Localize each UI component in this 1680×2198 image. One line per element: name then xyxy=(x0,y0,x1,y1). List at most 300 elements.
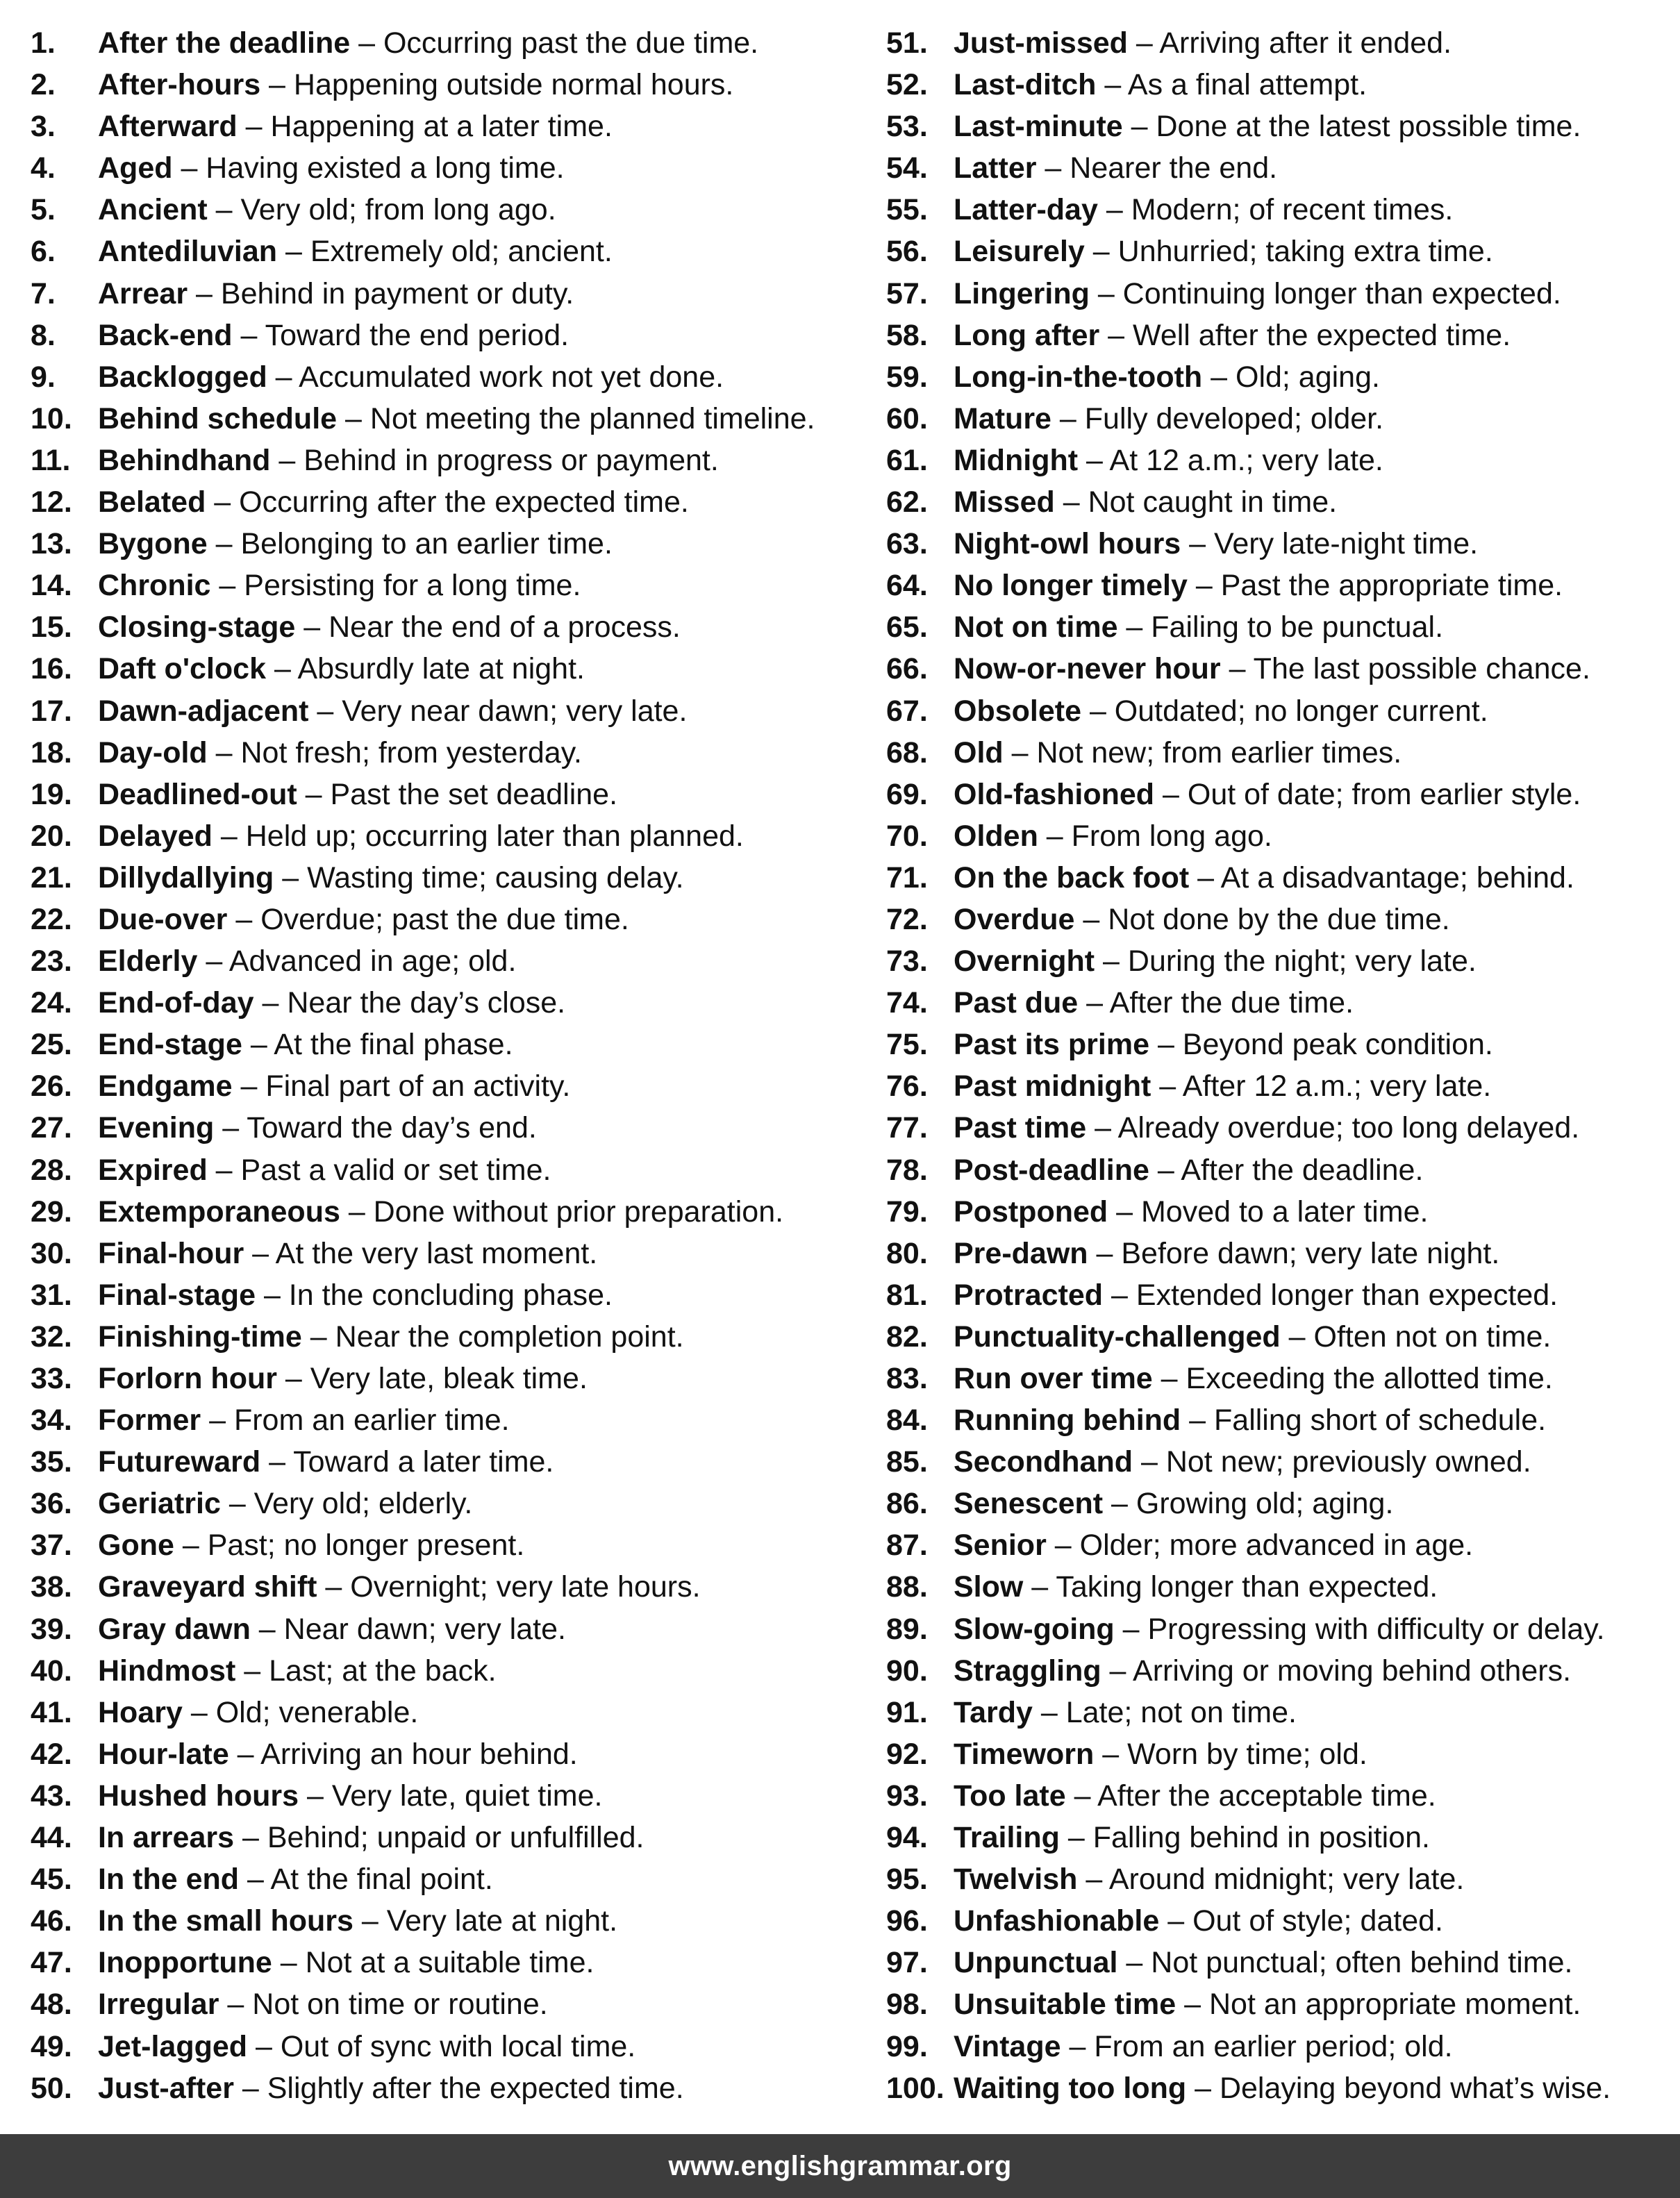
list-item xyxy=(31,1566,850,1608)
item-definition: – Accumulated work not yet done. xyxy=(267,360,724,394)
item-text xyxy=(954,606,1443,648)
item-term: Old xyxy=(954,735,1004,769)
list-item xyxy=(31,899,850,940)
item-definition: – Very late at night. xyxy=(353,1904,618,1938)
item-number: 26. xyxy=(31,1069,72,1104)
item-number: 100. xyxy=(886,2071,945,2105)
item-text xyxy=(954,1149,1423,1191)
item-number: 88. xyxy=(886,1570,928,1604)
item-term: Overdue xyxy=(954,902,1075,936)
item-definition: – Very late-night time. xyxy=(1181,527,1479,561)
item-text xyxy=(98,1358,588,1399)
item-number: 83. xyxy=(886,1362,928,1395)
item-number: 80. xyxy=(886,1236,928,1270)
list-item xyxy=(31,940,850,982)
item-definition: – Not an appropriate moment. xyxy=(1176,1988,1581,2022)
item-definition: – Occurring past the due time. xyxy=(350,26,759,60)
item-term: Not on time xyxy=(954,610,1118,644)
item-definition: – Not caught in time. xyxy=(1054,485,1338,519)
item-definition: – After the due time. xyxy=(1078,986,1354,1020)
item-number: 60. xyxy=(886,401,928,435)
list-item xyxy=(31,1983,850,2025)
item-text xyxy=(954,565,1563,606)
item-definition: – Taking longer than expected. xyxy=(1023,1570,1438,1604)
list-item xyxy=(886,732,1671,774)
item-definition: – After the deadline. xyxy=(1149,1153,1424,1187)
item-number: 82. xyxy=(886,1319,928,1354)
item-number: 76. xyxy=(886,1069,928,1104)
item-number: 86. xyxy=(886,1487,928,1521)
item-term: Long after xyxy=(954,318,1100,352)
item-term: Run over time xyxy=(954,1362,1153,1395)
item-text xyxy=(98,1483,472,1524)
list-item xyxy=(31,523,850,565)
item-text xyxy=(98,1900,617,1942)
item-term: No longer timely xyxy=(954,569,1188,603)
item-number: 61. xyxy=(886,443,928,477)
item-number: 64. xyxy=(886,569,928,603)
item-text xyxy=(954,1858,1464,1900)
item-term: Behindhand xyxy=(98,443,271,477)
item-text xyxy=(954,1692,1297,1733)
item-text xyxy=(98,1065,570,1107)
right-column xyxy=(886,22,1671,2109)
list-item xyxy=(886,273,1671,315)
item-term: Slow xyxy=(954,1570,1024,1604)
item-definition: – Final part of an activity. xyxy=(232,1069,571,1104)
item-definition: – Near dawn; very late. xyxy=(250,1612,566,1646)
item-definition: – Not at a suitable time. xyxy=(272,1946,594,1980)
item-number: 68. xyxy=(886,735,928,769)
list-item xyxy=(886,1983,1671,2025)
list-item xyxy=(886,1608,1671,1650)
list-item xyxy=(31,1107,850,1149)
item-text xyxy=(954,189,1453,231)
item-text xyxy=(98,1024,513,1065)
list-item xyxy=(31,1233,850,1274)
list-item xyxy=(31,1274,850,1316)
item-term: Secondhand xyxy=(954,1445,1133,1479)
list-item xyxy=(886,189,1671,231)
item-text xyxy=(954,1817,1430,1858)
item-definition: – Not new; from earlier times. xyxy=(1003,735,1402,769)
item-text xyxy=(954,1650,1571,1692)
item-definition: – Out of sync with local time. xyxy=(247,2029,636,2063)
list-item xyxy=(886,64,1671,106)
list-item xyxy=(31,1441,850,1483)
item-term: Senior xyxy=(954,1529,1047,1563)
list-item xyxy=(886,1316,1671,1358)
item-definition: – Very old; elderly. xyxy=(220,1487,473,1521)
item-definition: – Last; at the back. xyxy=(235,1654,497,1688)
list-item xyxy=(886,648,1671,690)
item-number: 43. xyxy=(31,1779,72,1813)
item-term: In the end xyxy=(98,1863,240,1897)
item-term: Just-missed xyxy=(954,26,1128,60)
list-item xyxy=(886,1733,1671,1775)
list-item xyxy=(886,690,1671,732)
item-term: Post-deadline xyxy=(954,1153,1149,1187)
list-item xyxy=(886,565,1671,606)
item-text xyxy=(954,440,1383,481)
item-text xyxy=(954,899,1450,940)
item-term: Latter xyxy=(954,151,1037,185)
list-item xyxy=(886,523,1671,565)
item-text xyxy=(98,1608,566,1650)
list-item xyxy=(31,440,850,481)
item-number: 34. xyxy=(31,1404,72,1438)
item-definition: – Out of date; from earlier style. xyxy=(1154,777,1581,811)
item-number: 24. xyxy=(31,986,72,1020)
item-text xyxy=(98,356,724,398)
list-item xyxy=(886,1650,1671,1692)
item-text xyxy=(954,1024,1493,1065)
item-text xyxy=(954,2026,1453,2067)
item-number: 5. xyxy=(31,193,56,227)
list-item xyxy=(31,1775,850,1817)
item-definition: – Overdue; past the due time. xyxy=(227,902,629,936)
item-number: 67. xyxy=(886,694,928,728)
item-text xyxy=(98,1524,524,1566)
item-number: 44. xyxy=(31,1821,72,1855)
list-item xyxy=(31,64,850,106)
item-text xyxy=(98,315,569,356)
item-text xyxy=(98,1107,537,1149)
list-item xyxy=(886,1566,1671,1608)
item-number: 20. xyxy=(31,819,72,853)
list-item xyxy=(886,315,1671,356)
item-definition: – Extended longer than expected. xyxy=(1103,1278,1558,1312)
item-definition: – Already overdue; too long delayed. xyxy=(1086,1111,1580,1145)
item-number: 7. xyxy=(31,276,56,310)
list-item xyxy=(886,1900,1671,1942)
list-item xyxy=(31,273,850,315)
list-item xyxy=(31,1483,850,1524)
item-number: 31. xyxy=(31,1278,72,1312)
list-item xyxy=(31,815,850,857)
item-text xyxy=(98,815,744,857)
item-definition: – Unhurried; taking extra time. xyxy=(1084,235,1493,269)
item-text xyxy=(954,523,1478,565)
item-number: 96. xyxy=(886,1904,928,1938)
item-text xyxy=(954,690,1488,732)
item-number: 39. xyxy=(31,1612,72,1646)
item-definition: – Outdated; no longer current. xyxy=(1081,694,1488,728)
item-number: 53. xyxy=(886,110,928,144)
item-definition: – In the concluding phase. xyxy=(256,1278,613,1312)
list-item xyxy=(886,1399,1671,1441)
list-item xyxy=(31,606,850,648)
list-item xyxy=(31,1692,850,1733)
item-text xyxy=(98,440,719,481)
list-item xyxy=(886,940,1671,982)
item-definition: – Often not on time. xyxy=(1280,1319,1552,1354)
item-term: Ancient xyxy=(98,193,208,227)
item-definition: – Past the appropriate time. xyxy=(1187,569,1563,603)
item-number: 63. xyxy=(886,527,928,561)
list-item xyxy=(886,2067,1671,2109)
item-term: Closing-stage xyxy=(98,610,296,644)
item-number: 73. xyxy=(886,944,928,979)
item-number: 11. xyxy=(31,443,71,477)
item-number: 95. xyxy=(886,1863,928,1897)
item-text xyxy=(98,1191,783,1233)
item-text xyxy=(954,1733,1367,1775)
item-number: 69. xyxy=(886,777,928,811)
item-text xyxy=(954,1233,1499,1274)
list-item xyxy=(31,231,850,272)
list-item xyxy=(31,982,850,1024)
list-item xyxy=(886,774,1671,815)
item-definition: – Delaying beyond what’s wise. xyxy=(1186,2071,1611,2105)
list-item xyxy=(31,1358,850,1399)
item-text xyxy=(954,1441,1531,1483)
list-item xyxy=(886,1441,1671,1483)
item-text xyxy=(954,1483,1393,1524)
list-item xyxy=(31,1650,850,1692)
item-term: Gone xyxy=(98,1529,174,1563)
item-term: Behind schedule xyxy=(98,401,338,435)
item-term: Hushed hours xyxy=(98,1779,299,1813)
item-text xyxy=(954,273,1561,315)
item-text xyxy=(98,1775,602,1817)
item-definition: – During the night; very late. xyxy=(1095,944,1477,979)
item-term: Dawn-adjacent xyxy=(98,694,309,728)
list-item xyxy=(886,1775,1671,1817)
list-item xyxy=(31,565,850,606)
item-term: Straggling xyxy=(954,1654,1101,1688)
item-term: Unsuitable time xyxy=(954,1988,1176,2022)
item-term: Belated xyxy=(98,485,206,519)
list-item xyxy=(886,1024,1671,1065)
item-definition: – Very old; from long ago. xyxy=(207,193,556,227)
item-number: 10. xyxy=(31,401,72,435)
item-text xyxy=(954,1065,1491,1107)
item-number: 66. xyxy=(886,652,928,686)
item-number: 9. xyxy=(31,360,56,394)
item-definition: – Well after the expected time. xyxy=(1099,318,1511,352)
item-definition: – Very near dawn; very late. xyxy=(308,694,688,728)
item-definition: – Falling behind in position. xyxy=(1059,1821,1430,1855)
item-definition: – Occurring after the expected time. xyxy=(206,485,689,519)
item-term: Obsolete xyxy=(954,694,1081,728)
item-text xyxy=(98,1399,510,1441)
item-number: 45. xyxy=(31,1863,72,1897)
item-definition: – From an earlier time. xyxy=(201,1404,510,1438)
item-number: 15. xyxy=(31,610,72,644)
item-term: Past midnight xyxy=(954,1069,1151,1104)
list-item xyxy=(31,1191,850,1233)
item-term: Senescent xyxy=(954,1487,1104,1521)
item-term: Futureward xyxy=(98,1445,261,1479)
item-number: 2. xyxy=(31,68,56,102)
list-item xyxy=(886,1274,1671,1316)
item-text xyxy=(954,1524,1473,1566)
item-term: Expired xyxy=(98,1153,208,1187)
footer-bar xyxy=(0,2134,1680,2198)
item-number: 57. xyxy=(886,276,928,310)
item-text xyxy=(98,732,582,774)
item-definition: – Toward the end period. xyxy=(232,318,569,352)
item-text xyxy=(954,1775,1436,1817)
footer-url[interactable]: www.englishgrammar.org xyxy=(668,2151,1012,2181)
item-text xyxy=(954,147,1277,189)
item-term: Night-owl hours xyxy=(954,527,1181,561)
item-term: Hour-late xyxy=(98,1737,229,1771)
list-item xyxy=(886,106,1671,147)
item-term: Afterward xyxy=(98,110,238,144)
list-item xyxy=(31,315,850,356)
list-item xyxy=(886,1358,1671,1399)
item-number: 36. xyxy=(31,1487,72,1521)
item-definition: – Past a valid or set time. xyxy=(207,1153,551,1187)
item-definition: – Modern; of recent times. xyxy=(1097,193,1454,227)
item-text xyxy=(98,1233,597,1274)
item-definition: – At the final phase. xyxy=(242,1028,513,1062)
item-text xyxy=(98,398,815,440)
list-item xyxy=(31,1733,850,1775)
item-definition: – As a final attempt. xyxy=(1096,68,1367,102)
item-text xyxy=(98,982,565,1024)
item-text xyxy=(954,2067,1611,2109)
item-definition: – Around midnight; very late. xyxy=(1077,1863,1465,1897)
item-text xyxy=(954,1942,1572,1983)
list-item xyxy=(886,1191,1671,1233)
item-text xyxy=(98,523,613,565)
item-definition: – Near the completion point. xyxy=(301,1319,684,1354)
item-text xyxy=(98,690,687,732)
item-term: Finishing-time xyxy=(98,1319,302,1354)
item-number: 13. xyxy=(31,527,72,561)
item-term: Graveyard shift xyxy=(98,1570,317,1604)
item-number: 94. xyxy=(886,1821,928,1855)
item-term: After the deadline xyxy=(98,26,351,60)
item-term: Postponed xyxy=(954,1194,1108,1229)
item-term: Tardy xyxy=(954,1695,1033,1729)
list-item xyxy=(31,1399,850,1441)
item-definition: – Worn by time; old. xyxy=(1094,1737,1367,1771)
item-number: 42. xyxy=(31,1737,72,1771)
list-item xyxy=(31,2067,850,2109)
item-term: Overnight xyxy=(954,944,1095,979)
item-definition: – Before dawn; very late night. xyxy=(1088,1236,1500,1270)
item-text xyxy=(98,1441,554,1483)
item-text xyxy=(954,22,1452,64)
item-number: 30. xyxy=(31,1236,72,1270)
item-term: Delayed xyxy=(98,819,213,853)
item-number: 41. xyxy=(31,1695,72,1729)
item-text xyxy=(954,732,1402,774)
list-item xyxy=(31,732,850,774)
item-definition: – Falling short of schedule. xyxy=(1181,1404,1547,1438)
item-number: 84. xyxy=(886,1404,928,1438)
item-definition: – Slightly after the expected time. xyxy=(233,2071,684,2105)
item-number: 79. xyxy=(886,1194,928,1229)
item-text xyxy=(954,356,1380,398)
list-item xyxy=(886,398,1671,440)
item-text xyxy=(98,565,581,606)
item-term: Forlorn hour xyxy=(98,1362,277,1395)
item-text xyxy=(954,315,1511,356)
item-definition: – From long ago. xyxy=(1038,819,1272,853)
item-definition: – Behind in progress or payment. xyxy=(270,443,719,477)
item-number: 16. xyxy=(31,652,72,686)
item-definition: – Progressing with difficulty or delay. xyxy=(1114,1612,1605,1646)
item-definition: – Very late, quiet time. xyxy=(299,1779,603,1813)
list-item xyxy=(886,606,1671,648)
item-number: 59. xyxy=(886,360,928,394)
list-item xyxy=(31,398,850,440)
list-item xyxy=(886,1107,1671,1149)
item-number: 49. xyxy=(31,2029,72,2063)
list-item xyxy=(31,1149,850,1191)
item-term: Trailing xyxy=(954,1821,1060,1855)
item-term: Mature xyxy=(954,401,1051,435)
item-term: Irregular xyxy=(98,1988,219,2022)
item-term: Midnight xyxy=(954,443,1079,477)
item-term: Old-fashioned xyxy=(954,777,1155,811)
list-item xyxy=(886,857,1671,899)
item-text xyxy=(98,2067,684,2109)
item-definition: – Behind; unpaid or unfulfilled. xyxy=(234,1821,644,1855)
item-text xyxy=(98,1858,493,1900)
item-number: 4. xyxy=(31,151,56,185)
item-definition: – At the final point. xyxy=(239,1863,493,1897)
item-number: 19. xyxy=(31,777,72,811)
item-definition: – Old; venerable. xyxy=(182,1695,419,1729)
item-term: Punctuality-challenged xyxy=(954,1319,1281,1354)
item-definition: – Not fresh; from yesterday. xyxy=(207,735,582,769)
item-number: 65. xyxy=(886,610,928,644)
item-definition: – Past the set deadline. xyxy=(297,777,618,811)
item-definition: – The last possible chance. xyxy=(1220,652,1590,686)
item-text xyxy=(954,106,1581,147)
item-definition: – Late; not on time. xyxy=(1032,1695,1297,1729)
item-number: 77. xyxy=(886,1111,928,1145)
list-item xyxy=(886,440,1671,481)
list-item xyxy=(886,2026,1671,2067)
list-item xyxy=(886,1483,1671,1524)
item-number: 92. xyxy=(886,1737,928,1771)
item-number: 90. xyxy=(886,1654,928,1688)
item-number: 29. xyxy=(31,1194,72,1229)
item-text xyxy=(954,1358,1553,1399)
item-term: Waiting too long xyxy=(954,2071,1187,2105)
item-text xyxy=(954,1983,1581,2025)
item-number: 27. xyxy=(31,1111,72,1145)
item-definition: – Out of style; dated. xyxy=(1159,1904,1443,1938)
item-definition: – Fully developed; older. xyxy=(1051,401,1384,435)
item-definition: – Advanced in age; old. xyxy=(197,944,517,979)
list-item xyxy=(31,690,850,732)
list-item xyxy=(886,1817,1671,1858)
item-text xyxy=(98,1733,578,1775)
item-number: 37. xyxy=(31,1529,72,1563)
item-definition: – Not punctual; often behind time. xyxy=(1117,1946,1573,1980)
list-item xyxy=(886,481,1671,523)
item-text xyxy=(98,147,565,189)
item-definition: – Happening at a later time. xyxy=(237,110,613,144)
item-number: 75. xyxy=(886,1028,928,1062)
list-item xyxy=(31,1024,850,1065)
item-term: Hindmost xyxy=(98,1654,236,1688)
item-definition: – At a disadvantage; behind. xyxy=(1189,860,1574,894)
item-number: 97. xyxy=(886,1946,928,1980)
item-definition: – Absurdly late at night. xyxy=(266,652,585,686)
left-column xyxy=(31,22,850,2109)
item-definition: – Not on time or routine. xyxy=(219,1988,548,2022)
item-definition: – Not meeting the planned timeline. xyxy=(337,401,815,435)
